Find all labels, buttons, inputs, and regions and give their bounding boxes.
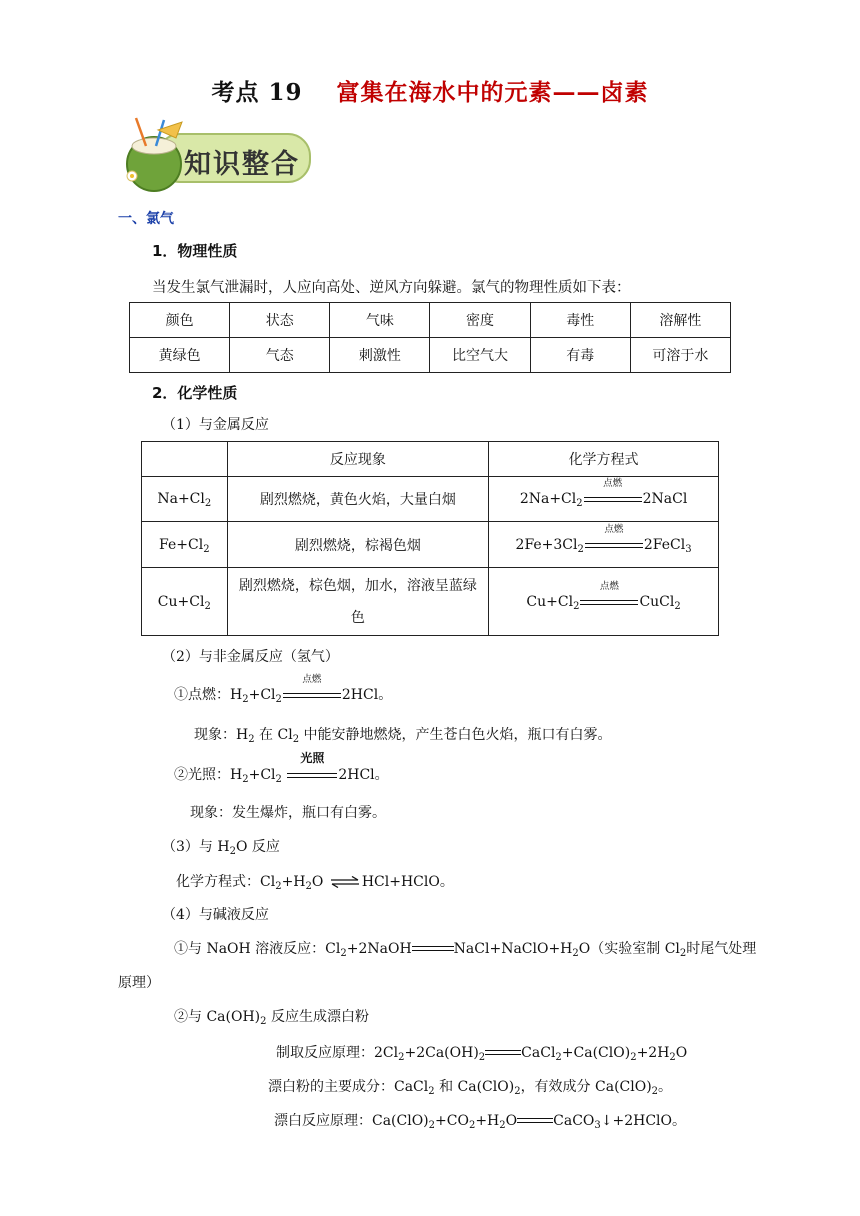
- knowledge-banner: [118, 116, 314, 192]
- condition-equals-sign: 点燃: [585, 538, 643, 552]
- metal-title: （1）与金属反应: [162, 417, 269, 433]
- reactant-cell: $Fe+Cl_2$: [142, 522, 228, 568]
- equation-cell: $2Fe+3Cl_2$ 点燃 2FeCl$_3$: [489, 522, 719, 568]
- value-cell: 可溶于水: [630, 338, 730, 373]
- bleach-action-equation: 漂白反应原理：$Ca(ClO)_2+CO_2+H_2O$ CaCO$_3$↓+2HClO。: [274, 1113, 687, 1131]
- condition-equals-sign: 点燃: [580, 595, 638, 609]
- water-equation: 化学方程式：$Cl_2+H_2O$ HCl+HClO。: [176, 874, 454, 892]
- metal-row-cu: [142, 568, 719, 636]
- value-cell: 黄绿色: [130, 338, 230, 373]
- topic-number: 考点 19: [211, 79, 303, 106]
- topic-title: 富集在海水中的元素——卤素: [336, 79, 649, 106]
- equation-cell: $2Na+Cl_2$ 点燃 2NaCl: [489, 477, 719, 522]
- header-cell: 状态: [230, 303, 330, 338]
- metal-header-row: [142, 442, 719, 477]
- value-cell: 比空气大: [430, 338, 530, 373]
- reversible-arrow-icon: [330, 876, 360, 888]
- hydrogen-light-phenomenon: 现象：发生爆炸，瓶口有白雾。: [190, 805, 386, 821]
- col-phenomenon: 反应现象: [227, 442, 489, 477]
- physical-table: [129, 302, 731, 373]
- page-title: [0, 74, 860, 107]
- header-cell: 气味: [330, 303, 430, 338]
- condition-equals-sign: 点燃: [584, 492, 642, 506]
- header-cell: 毒性: [530, 303, 630, 338]
- phenomenon-cell: 剧烈燃烧，棕褐色烟: [227, 522, 489, 568]
- equals-sign: [412, 943, 454, 955]
- phenomenon-cell: 剧烈燃烧，棕色烟，加水，溶液呈蓝绿 色: [227, 568, 489, 636]
- reactant-cell: $Na+Cl_2$: [142, 477, 228, 522]
- caoh-title: ②与 $Ca(OH)_2$ 反应生成漂白粉: [174, 1009, 369, 1027]
- condition-equals-sign: 点燃: [283, 688, 341, 702]
- metal-row-fe: [142, 522, 719, 568]
- physical-heading: 1．物理性质: [152, 242, 238, 260]
- bleach-composition: 漂白粉的主要成分：CaCl$_2$ 和 $Ca(ClO)_2$，有效成分 $Ca(ClO)_2$。: [268, 1079, 673, 1097]
- header-cell: 密度: [430, 303, 530, 338]
- metal-row-na: [142, 477, 719, 522]
- col-equation: 化学方程式: [489, 442, 719, 477]
- hydrogen-ignite-equation: ①点燃：$H_2+Cl_2$ 点燃 2HCl。: [174, 674, 393, 705]
- naoh-reaction-cont: 原理）: [118, 975, 160, 991]
- equals-sign: [485, 1047, 521, 1059]
- hydrogen-ignite-phenomenon: 现象：$H_2$ 在 $Cl_2$ 中能安静地燃烧，产生苍白色火焰，瓶口有白雾。: [194, 727, 612, 745]
- value-cell: 刺激性: [330, 338, 430, 373]
- value-cell: 气态: [230, 338, 330, 373]
- alkali-title: （4）与碱液反应: [162, 907, 269, 923]
- equals-sign: [517, 1115, 553, 1127]
- equation-cell: $Cu+Cl_2$ 点燃 CuCl$_2$: [489, 568, 719, 636]
- physical-value-row: [130, 338, 731, 373]
- metal-table: [141, 441, 719, 636]
- condition-equals-sign: 光照: [287, 768, 337, 782]
- corner-cell: [142, 442, 228, 477]
- phenomenon-cell: 剧烈燃烧，黄色火焰，大量白烟: [227, 477, 489, 522]
- nonmetal-title: （2）与非金属反应（氢气）: [162, 649, 339, 665]
- section-title: 一、氯气: [118, 211, 174, 227]
- naoh-reaction: ①与 NaOH 溶液反应：$Cl_2+2NaOH$ $NaCl+NaClO+H_2O$（实验室制 $Cl_2$时尾气处理: [174, 941, 757, 959]
- header-cell: 颜色: [130, 303, 230, 338]
- bleach-prep-equation: 制取反应原理：$2Cl_2+2Ca(OH)_2$ $CaCl_2+Ca(ClO)_2+2H_2O$: [276, 1045, 688, 1063]
- reactant-cell: $Cu+Cl_2$: [142, 568, 228, 636]
- banner-label: 知识整合: [184, 149, 300, 180]
- chemical-heading: 2．化学性质: [152, 384, 238, 402]
- hydrogen-light-equation: ②光照：$H_2+Cl_2$ 光照 2HCl。: [174, 751, 389, 785]
- physical-header-row: [130, 303, 731, 338]
- value-cell: 有毒: [530, 338, 630, 373]
- physical-intro: 当发生氯气泄漏时，人应向高处、逆风方向躲避。氯气的物理性质如下表：: [152, 280, 631, 296]
- water-title: （3）与 $H_2O$ 反应: [162, 839, 280, 857]
- header-cell: 溶解性: [630, 303, 730, 338]
